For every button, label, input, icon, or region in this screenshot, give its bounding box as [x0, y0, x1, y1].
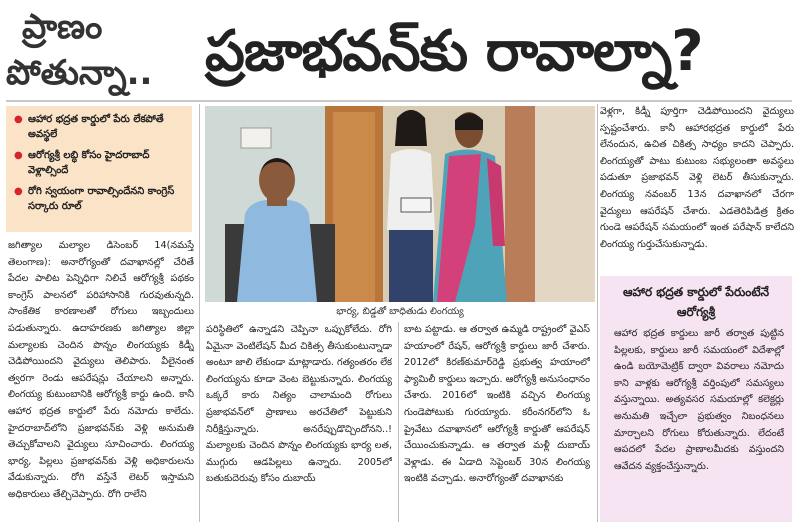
pullquote-title: ఆహార భద్రత కార్డులో పేరుంటేనే ఆరోగ్యశ్రీ	[622, 285, 770, 319]
photo-caption: భార్య, బిడ్డతో బాధితుడు లింగయ్య	[336, 306, 464, 317]
highlight-item	[14, 112, 184, 142]
highlight-text: రోగి స్వయంగా రావాల్సిందేనని కాంగ్రెస్ సర్కారు రూల్	[28, 186, 175, 212]
highlight-text: ఆహార భద్రత కార్డులో పేరు లేకపోతే అవస్థలే	[28, 114, 164, 140]
article-column-1	[8, 238, 194, 522]
family-photo-illustration	[205, 106, 595, 302]
kicker-line-2: పోతున్నా..	[6, 53, 153, 93]
article-paragraph: బాట పట్టాడు. ఆ తర్వాత ఉమ్మడి రాష్ట్రంలో వైఎస్ హయాంలో రేషన్, ఆరోగ్యశ్రీ కార్డులు జారీ చేశారు. 2012లో కిరణ్‌కుమార్‌రెడ్డి ప్రభుత్వ హయాంలో ఫ్యామిలీ కార్డులు ఇచ్చారు. ఆరోగ్యశ్రీ అనుసంధానం చేశారు. 2016లో ఇంటికి వచ్చిన లింగయ్య గుండెపోటుకు గురయ్యారు. కరీంనగర్‌లోని ఓ ప్రైవేటు దవాఖానలో ఆరోగ్యశ్రీ కార్డుతో ఆపరేషన్ చేయించుకున్నాడు. ఆ తర్వాత మళ్లీ దుబాయ్ వెళ్లాడు. ఈ ఏడాది సెప్టెంబర్ 30న లింగయ్య ఇంటికి వచ్చాడు. అనారోగ్యంతో దవాఖానకు	[404, 324, 590, 485]
bullet-icon: ●	[14, 150, 23, 161]
article-column-2	[206, 322, 392, 522]
article-photo	[205, 106, 595, 302]
column-divider	[398, 322, 399, 522]
bullet-icon: ●	[14, 186, 23, 197]
headline: ప్రజాభవన్‌కు రావాల్నా?	[205, 19, 703, 84]
kicker-line-1: ప్రాణం	[22, 7, 103, 47]
article-paragraph: వెళ్లగా, కిడ్నీ పూర్తిగా చెడిపోయిందని వైద్యులు స్పష్టంచేశారు. కానీ ఆహారభద్రత కార్డులో పేరు లేనందున, ఉచిత చికిత్స సాధ్యం కాదని చెప్పారు. లింగయ్యతో పాటు కుటుంబ సభ్యులంతా అవస్థలు పడుతూ ప్రజాభవన్ వెళ్లి లెటర్ తీసుకున్నారు. లింగయ్య నవంబర్ 13న దవాఖానలో చేరగా వైద్యులు ఆపరేషన్ చేశారు. ఎడతెరిపిడిత్ర క్రితం గుండె ఆపరేషన్ సమయంలో ఇంత పరేషాన్ కాలేదని లింగయ్య గుర్తుచేసుకున్నాడు.	[600, 106, 794, 250]
highlight-item	[14, 184, 184, 214]
highlight-item	[14, 148, 184, 178]
column-divider	[597, 104, 598, 522]
article-paragraph: ఆహార భద్రత కార్డులు జారీ తర్వాత పుట్టిన పిల్లలకు, కార్డులు జారీ సమయంలో విదేశాల్లో ఉండి బయోమెట్రిక్ ద్వారా వివరాలు నమోదు కాని వాళ్లకు ఆరోగ్యశ్రీ వర్తింపులో సమస్యలు వస్తున్నాయి. అత్యవసర సమయాల్లో కలెక్టర్లు అనుమతి ఇచ్చేలా ప్రభుత్వం నిబంధనలు మార్చాలని రోగులు కోరుతున్నారు. లేదంటే ఆపదలో పేదల ప్రాణాలమీదకు వస్తుందని ఆవేదన వ్యక్తంచేస్తున్నారు.	[614, 328, 784, 472]
article-column-3	[404, 322, 590, 522]
highlight-text: ఆరోగ్యశ్రీ లబ్ధి కోసం హైదరాబాద్ వెళ్లాల్సిందే	[28, 150, 150, 176]
article-column-5	[610, 326, 788, 522]
headline-rule	[6, 100, 792, 102]
highlights-box	[6, 106, 192, 232]
kicker	[6, 4, 192, 100]
column-divider	[199, 104, 200, 522]
article-paragraph: పరిస్థితిలో ఉన్నాడని చెప్పినా ఒప్పుకోలేదు. రోగి ఏమైనా వెంటిలేషన్ మీద చికిత్స తీసుకుంటున్నాడా అంటూ జాలి లేకుండా మాట్లాడారు. గత్యంతరం లేక లింగయ్యను కూడా వెంట బెట్టుకున్నారు. లింగయ్య ఒక్కరే కారు నిత్యం చాలామంది రోగులు ప్రజాభవన్‌లో ప్రాణాలు అరచేతిలో పెట్టుకుని నిరీక్షిస్తున్నారు. అనరేప్పుడొచ్చిందోనని..! మల్యాలకు చెందిన పొన్నం లింగయ్యకు భార్య లత, ముగ్గురు ఆడపిల్లలు ఉన్నారు. 2005లో బతుకుదెరువు కోసం దుబాయ్	[206, 324, 392, 485]
article-paragraph: జగిత్యాల మల్యాల డిసెంబర్ 14(నమస్తే తెలంగాణ): అనారోగ్యంతో దవాఖానల్లో చేరితే పేదల పాలిట పెన్నిధిగా నిలిచే ఆరోగ్యశ్రీ పథకం కాంగ్రెస్ పాలనలో పరిహాసానికి గురవుతున్నది. సాంకేతిక కారణాలతో రోగులు ఇబ్బందులు పడుతున్నారు. ఉదాహరణకు జగిత్యాల జిల్లా మల్యాలకు చెందిన పొన్నం లింగయ్యకు కిడ్నీ చెడిపోయిందని వైద్యులు తెలిపారు. వీలైనంత త్వరగా రెండు ఆపరేషన్లు చేయాలని అన్నారు. లింగయ్య కుటుంబానికి ఆరోగ్యశ్రీ కార్డు ఉంది. కానీ ఆహార భద్రత కార్డులో పేరు నమోదు కాలేదు. హైదరాబాద్‌లోని ప్రజాభవన్‌కు వెళ్లి అనుమతి తెచ్చుకోవాలని వైద్యులు సూచించారు. లింగయ్య భార్య, పిల్లలు ప్రజాభవన్‌కు వెళ్లి అధికారులను వేడుకున్నారు. రోగి వస్తేనే లెటర్ ఇస్తామని అధికారులు తేల్చిచెప్పారు. రోగి రాలేని	[8, 240, 194, 500]
article-column-4	[600, 104, 794, 272]
bullet-icon: ●	[14, 114, 23, 125]
